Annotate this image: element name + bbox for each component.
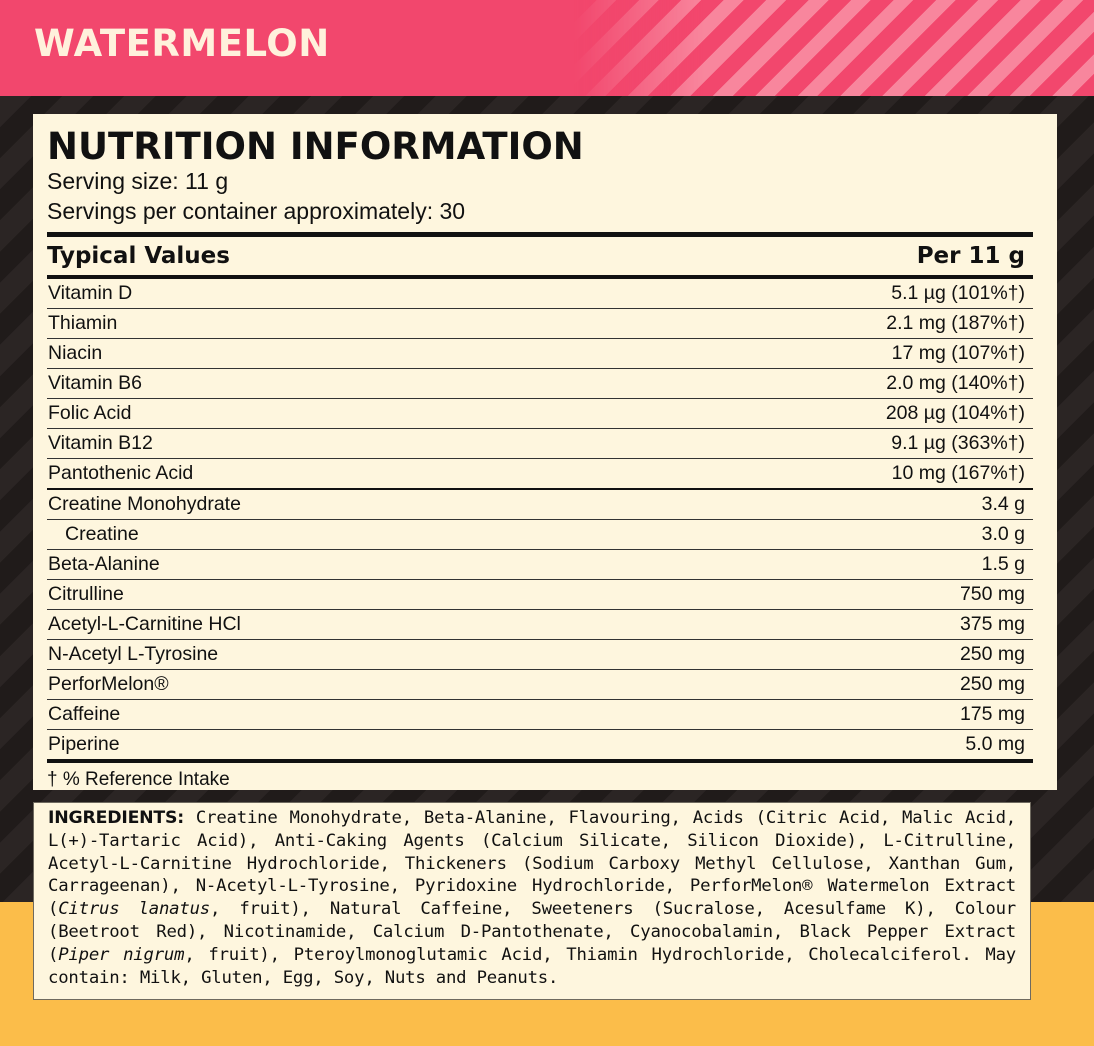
ingredients-text: , fruit), Pteroylmonoglutamic Acid, Thiamin Hydrochloride, Cholecalciferol. May contain: Milk, Gluten, Egg, Soy, Nuts and Peanuts. bbox=[48, 944, 1016, 988]
nutrient-name: Thiamin bbox=[48, 312, 118, 334]
table-row bbox=[47, 309, 1033, 339]
nutrient-name: Citrulline bbox=[48, 583, 124, 605]
nutrient-name: Caffeine bbox=[48, 703, 121, 725]
table-row bbox=[47, 640, 1033, 670]
nutrient-name: Vitamin B12 bbox=[48, 432, 153, 454]
table-row bbox=[47, 730, 1033, 763]
nutrition-panel bbox=[33, 114, 1057, 790]
table-row bbox=[47, 429, 1033, 459]
nutrient-value: 5.0 mg bbox=[965, 733, 1025, 755]
nutrient-value: 5.1 µg (101%†) bbox=[891, 282, 1025, 304]
nutrient-value: 250 mg bbox=[959, 673, 1025, 695]
nutrient-value: 2.1 mg (187%†) bbox=[886, 312, 1025, 334]
column-header-value: Per 11 g bbox=[916, 243, 1025, 269]
table-row bbox=[47, 369, 1033, 399]
servings-per-container: Servings per container approximately: 30 bbox=[47, 198, 466, 224]
nutrient-name: Vitamin D bbox=[48, 282, 133, 304]
nutrient-value: 3.4 g bbox=[981, 493, 1025, 515]
nutrition-table bbox=[47, 232, 1033, 763]
nutrient-name: Vitamin B6 bbox=[48, 372, 142, 394]
table-row bbox=[47, 610, 1033, 640]
nutrient-value: 375 mg bbox=[959, 613, 1025, 635]
header-stripes bbox=[574, 0, 1094, 96]
nutrient-name: Folic Acid bbox=[48, 402, 132, 424]
table-row bbox=[47, 520, 1033, 550]
ingredients-latin-name: Piper nigrum bbox=[58, 944, 185, 965]
nutrient-value: 9.1 µg (363%†) bbox=[891, 432, 1025, 454]
table-row bbox=[47, 279, 1033, 309]
nutrient-value: 17 mg (107%†) bbox=[891, 342, 1025, 364]
ingredients-panel bbox=[33, 802, 1031, 1000]
reference-intake-footnote: † % Reference Intake bbox=[47, 769, 230, 790]
nutrient-value: 250 mg bbox=[959, 643, 1025, 665]
nutrient-value: 175 mg bbox=[959, 703, 1025, 725]
nutrient-value: 10 mg (167%†) bbox=[891, 462, 1025, 484]
table-row bbox=[47, 550, 1033, 580]
nutrient-value: 2.0 mg (140%†) bbox=[886, 372, 1025, 394]
nutrient-name: Acetyl-L-Carnitine HCl bbox=[48, 613, 241, 635]
nutrition-title: NUTRITION INFORMATION bbox=[47, 125, 584, 168]
table-row bbox=[47, 399, 1033, 429]
ingredients-label: INGREDIENTS: bbox=[48, 808, 184, 828]
nutrient-name: PerforMelon® bbox=[48, 673, 169, 695]
table-row bbox=[47, 339, 1033, 369]
flavour-header bbox=[0, 0, 1094, 96]
serving-size: Serving size: 11 g bbox=[47, 168, 229, 194]
table-row bbox=[47, 670, 1033, 700]
table-header bbox=[47, 237, 1033, 279]
ingredients-text: Creatine Monohydrate, Beta-Alanine, Flavouring, Acids (Citric Acid, Malic Acid, L(+)-Tartaric Acid), Anti-Caking Agents (Calcium Silicate, Silicon Dioxide), L-Citrulline, Acetyl-L-Carnitine Hydrochloride, Thickeners (Sodium Carboxy Methyl Cellulose, Xanthan Gum, Carrageenan), N-Acetyl-L-Tyrosine, Pyridoxine Hydrochloride, PerforMelon® Watermelon Extract ( bbox=[48, 808, 1016, 920]
ingredients-text: , fruit), Natural Caffeine, Sweeteners (Sucralose, Acesulfame K), Colour (Beetroot Red), Nicotinamide, Calcium D-Pantothenate, Cyanocobalamin, Black Pepper Extract ( bbox=[48, 899, 1017, 965]
nutrient-name: Creatine bbox=[65, 523, 139, 545]
nutrient-value: 208 µg (104%†) bbox=[885, 402, 1025, 424]
nutrient-name: Beta-Alanine bbox=[48, 553, 160, 575]
nutrient-value: 1.5 g bbox=[981, 553, 1025, 575]
table-row bbox=[47, 490, 1033, 520]
table-row bbox=[47, 580, 1033, 610]
table-row bbox=[47, 459, 1033, 490]
nutrient-value: 3.0 g bbox=[981, 523, 1025, 545]
nutrient-name: N-Acetyl L-Tyrosine bbox=[48, 643, 219, 665]
nutrient-name: Pantothenic Acid bbox=[48, 462, 194, 484]
nutrient-name: Niacin bbox=[48, 342, 103, 364]
ingredients-latin-name: Citrus lanatus bbox=[58, 899, 210, 920]
nutrient-name: Piperine bbox=[48, 733, 120, 755]
column-header-name: Typical Values bbox=[47, 243, 230, 269]
nutrient-name: Creatine Monohydrate bbox=[48, 493, 241, 515]
table-row bbox=[47, 700, 1033, 730]
flavour-title: WATERMELON bbox=[34, 22, 330, 65]
nutrient-value: 750 mg bbox=[959, 583, 1025, 605]
